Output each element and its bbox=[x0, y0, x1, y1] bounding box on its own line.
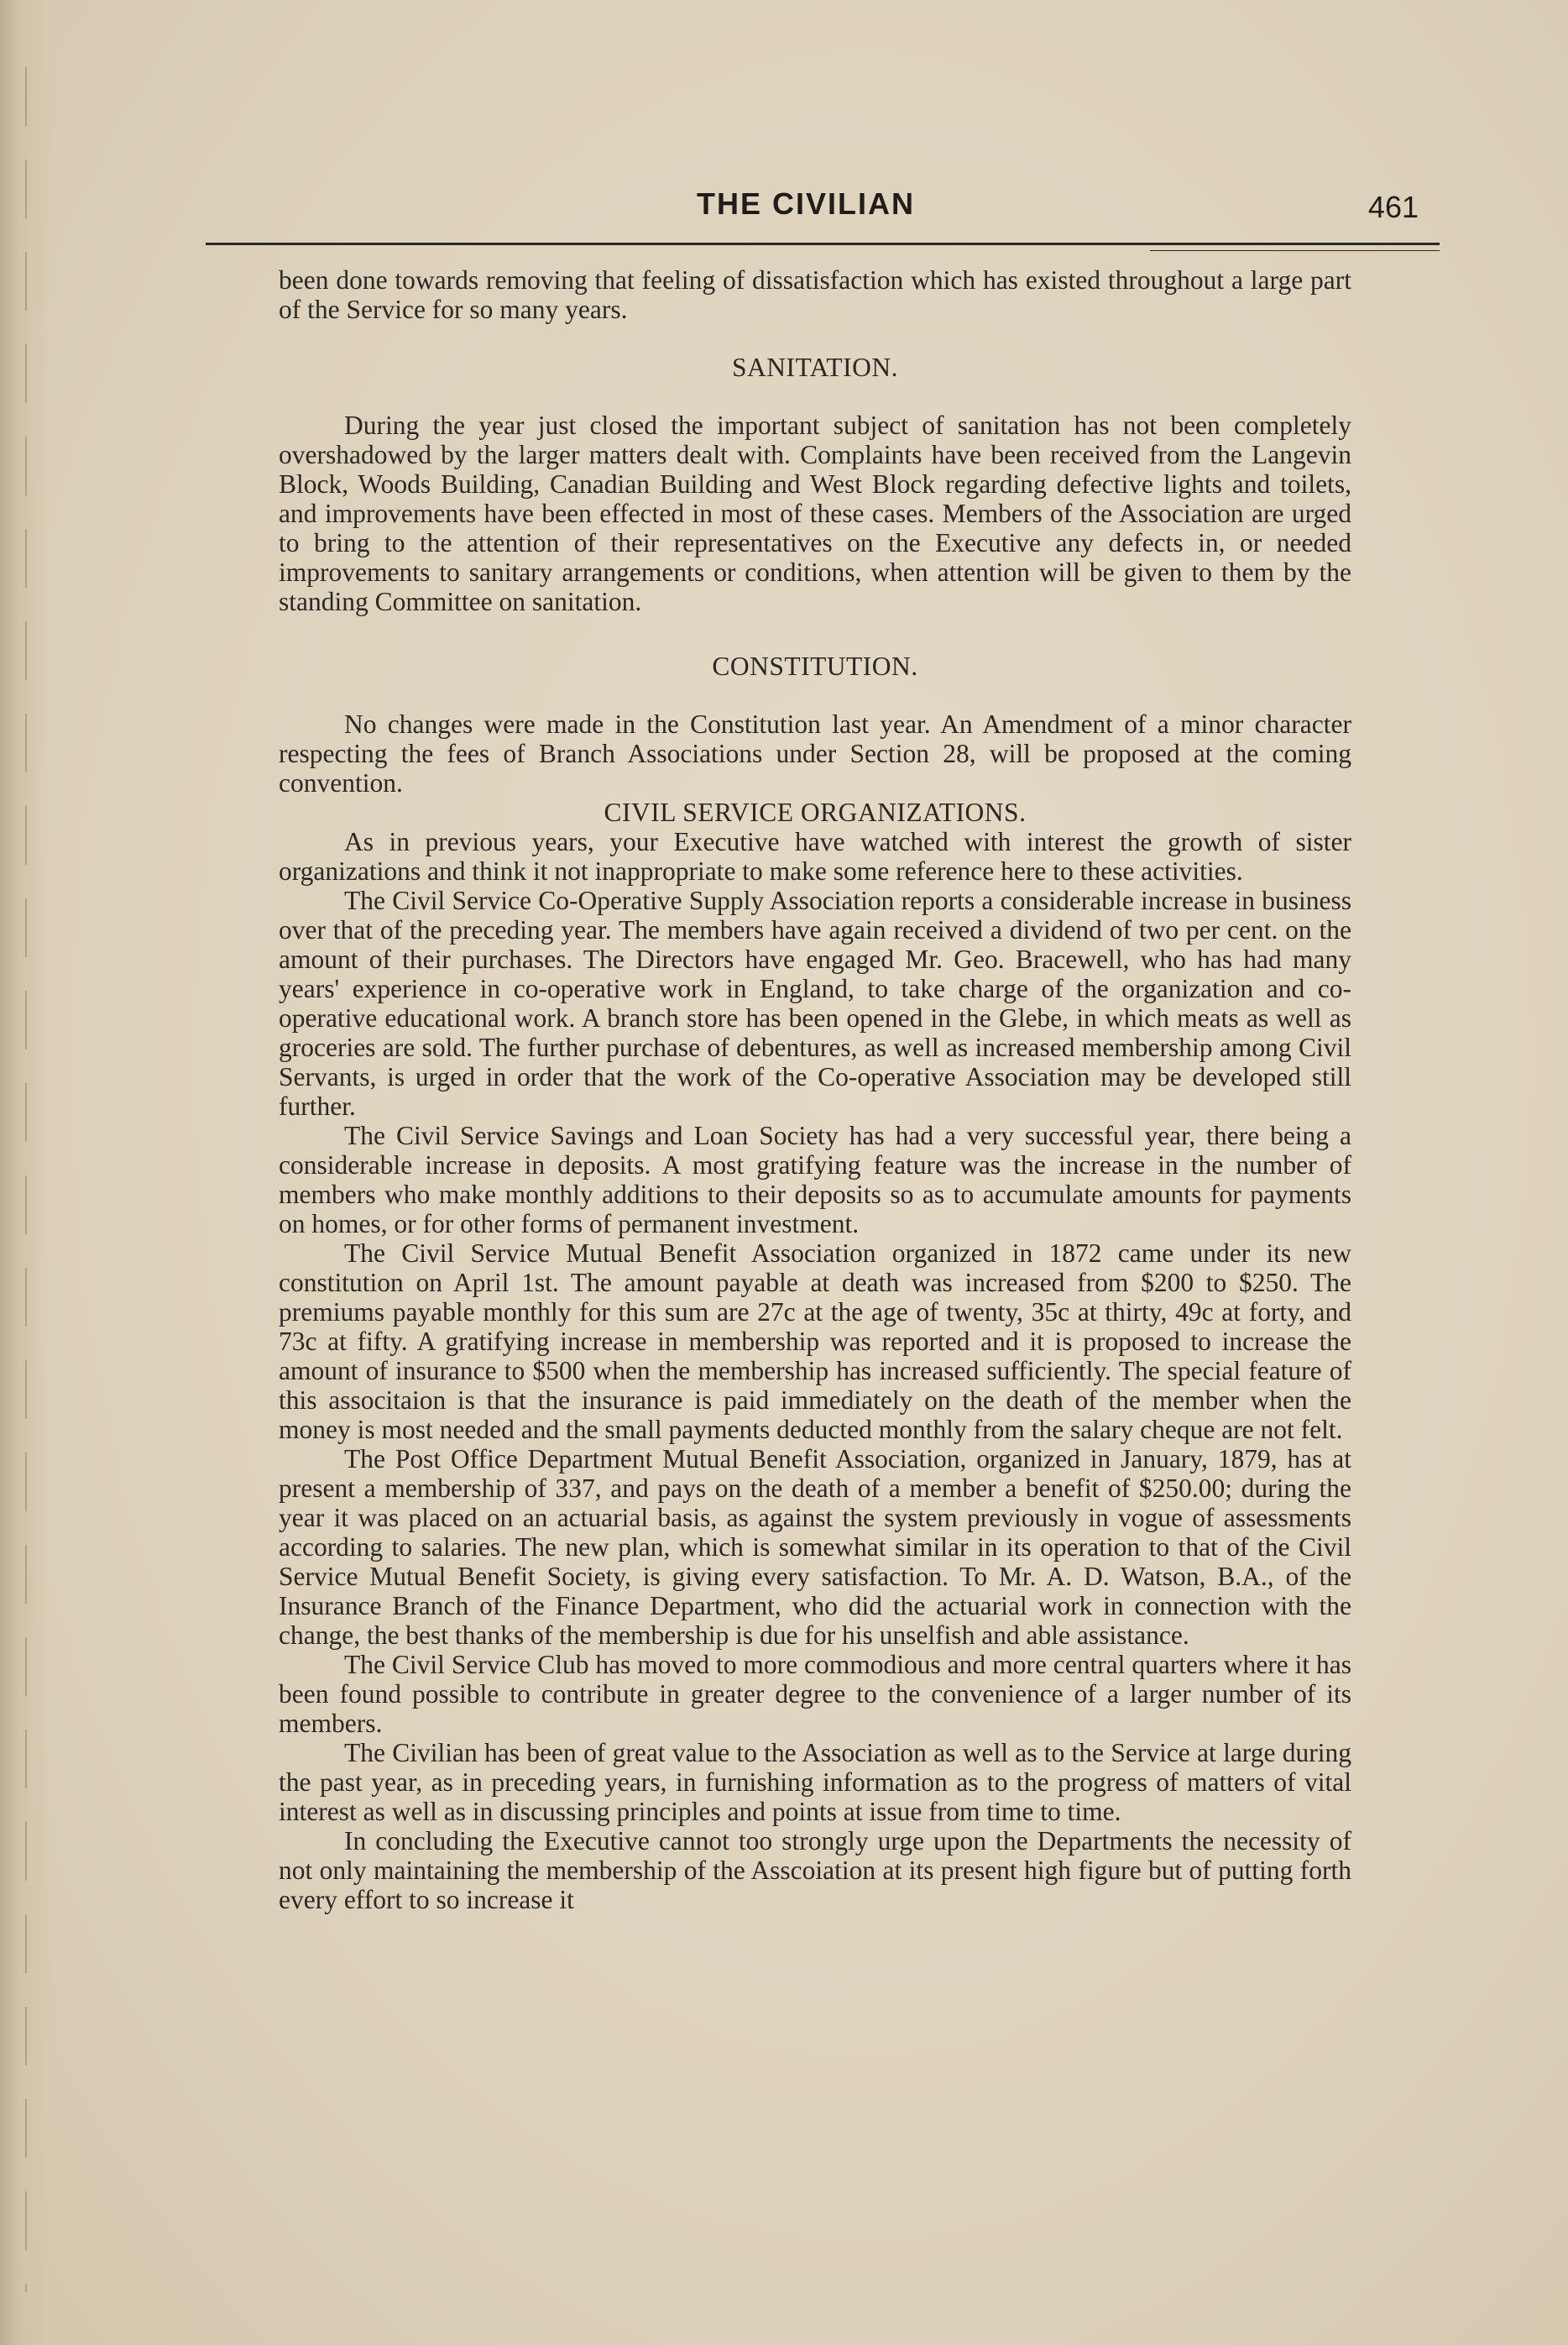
paragraph-mutual-benefit: The Civil Service Mutual Benefit Association organized in 1872 came under its new constitution on April 1st. The amount payable at death was increased from $200 to $250. The premiums payable monthly for this sum are 27c at the age of twenty, 35c at thirty, 49c at forty, and 73c at fifty. A gratifying increase in membership was reported and it is proposed to increase the amount of insurance to $500 when the membership has increased sufficiently. The special feature of this associtaion is that the insurance is paid immediately on the death of the member when the money is most needed and the small payments deducted monthly from the salary cheque are not felt. bbox=[279, 1238, 1351, 1444]
paragraph-the-civilian: The Civilian has been of great value to the Association as well as to the Service at large during the past year, as in preceding years, in furnishing information as to the progress of matters of vital interest as well as in discussing principles and points at issue from time to time. bbox=[279, 1738, 1351, 1826]
paragraph-organizations-intro: As in previous years, your Executive have watched with interest the growth of sister organizations and think it not inappropriate to make some reference here to these activities. bbox=[279, 827, 1351, 886]
paragraph-savings-loan: The Civil Service Savings and Loan Society has had a very successful year, there being a considerable increase in deposits. A most gratifying feature was the increase in the number of members who make monthly additions to their deposits so as to accumulate amounts for payments on homes, or for other forms of permanent investment. bbox=[279, 1121, 1351, 1238]
page-number: 461 bbox=[1367, 190, 1419, 224]
journal-title: THE CIVILIAN bbox=[697, 186, 916, 221]
header-rule bbox=[206, 243, 1440, 245]
article-body bbox=[279, 265, 1351, 1914]
running-header bbox=[201, 186, 1444, 228]
paragraph-post-office-association: The Post Office Department Mutual Benefit Association, organized in January, 1879, has at present a membership of 337, and pays on the death of a member a benefit of $250.00; during the year it was placed on an actuarial basis, as against the system previously in vogue of assessments according to salaries. The new plan, which is somewhat similar in its operation to that of the Civil Service Mutual Benefit Society, is giving every satisfaction. To Mr. A. D. Watson, B.A., of the Insurance Branch of the Finance Department, who did the actuarial work in connection with the change, the best thanks of the membership is due for his unselfish and able assistance. bbox=[279, 1444, 1351, 1650]
paragraph-intro-continued: been done towards removing that feeling of dissatisfaction which has existed throughout a large part of the Service for so many years. bbox=[279, 265, 1351, 324]
paragraph-cooperative-supply: The Civil Service Co-Operative Supply Association reports a considerable increase in business over that of the preceding year. The members have again received a dividend of two per cent. on the amount of their purchases. The Directors have engaged Mr. Geo. Bracewell, who has had many years' experience in co-operative work in England, to take charge of the organization and co-operative educational work. A branch store has been opened in the Glebe, in which meats as well as groceries are sold. The further purchase of debentures, as well as increased membership among Civil Servants, is urged in order that the work of the Co-operative Association may be developed still further. bbox=[279, 886, 1351, 1121]
header-rule-thin bbox=[1150, 250, 1440, 251]
heading-constitution: CONSTITUTION. bbox=[712, 652, 918, 681]
paragraph-sanitation: During the year just closed the important subject of sanitation has not been completely overshadowed by the larger matters dealt with. Complaints have been received from the Langevin Block, Woods Building, Canadian Building and West Block regarding defective lights and toilets, and improvements have been effected in most of these cases. Members of the Association are urged to bring to the attention of their representatives on the Executive any defects in, or needed improvements to sanitary arrangements or conditions, when attention will be given to them by the standing Committee on sanitation. bbox=[279, 411, 1351, 616]
paragraph-civil-service-club: The Civil Service Club has moved to more commodious and more central quarters where it has been found possible to contribute in greater degree to the convenience of a larger number of its members. bbox=[279, 1650, 1351, 1738]
paragraph-concluding: In concluding the Executive cannot too strongly urge upon the Departments the necessity of not only maintaining the membership of the Asscoiation at its present high figure but of putting forth every effort to so increase it bbox=[279, 1826, 1351, 1914]
binding-stitch-line bbox=[25, 67, 27, 2292]
heading-sanitation: SANITATION. bbox=[731, 353, 899, 382]
binding-gutter bbox=[0, 0, 50, 2345]
paragraph-constitution: No changes were made in the Constitution last year. An Amendment of a minor character respecting the fees of Branch Associations under Section 28, will be proposed at the coming convention. bbox=[279, 709, 1351, 798]
heading-civil-service-organizations: CIVIL SERVICE ORGANIZATIONS. bbox=[604, 798, 1027, 827]
